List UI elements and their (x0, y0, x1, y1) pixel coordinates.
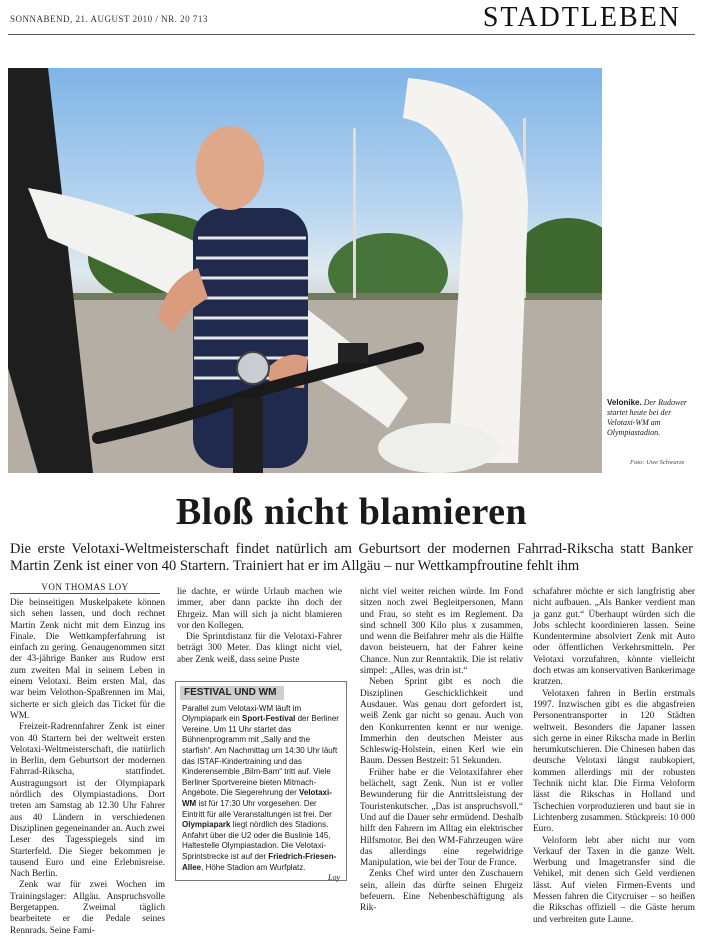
info-box-text (182, 704, 340, 874)
info-highlight: Olympiapark (182, 820, 231, 830)
column-1 (10, 598, 165, 937)
info-highlight: Sport-Festival (242, 714, 296, 724)
info-text: liegt nördlich des Stadions. Anfahrt über die U2 oder die Buslinie 145, Haltestelle Olympiastadion. Die Velotaxi-Sprintstrecke ist auf der (182, 820, 331, 861)
paragraph: Velotaxen fahren in Berlin erstmals 1997. Inzwischen gibt es die abgasfreien Personentransporter in 120 Städten weltweit. Besonders die Japaner lassen sich gerne in einer Rikscha made in Berlin herumkutschieren. Die Chinesen haben das deutsche Velotaxi längst raubkopiert, kommen allerdings mit der robusten Technik nicht klar. Die Firma Veloform lässt die Rikschas in Holland und Tschechien vorproduzieren und baut sie in Lichtenberg zusammen. Stückpreis: 10 000 Euro. (533, 688, 695, 835)
info-box-title: FESTIVAL UND WM (180, 686, 284, 700)
caption-lead: Velonike. (607, 398, 642, 407)
column-3 (360, 587, 523, 915)
article-photo (8, 68, 602, 473)
paragraph: Die beinseitigen Muskelpakete können sich sehen lassen, und doch rechnet Martin Zenk nicht mit dem Einzug ins Finale. Die Wettkampferfahrung ist einfach zu gering. Genaugenommen sitzt der 43-jährige Banker aus Rudow erst zum zweiten Mal in seinem Leben in einem Velotaxi. Beim ersten Mal, das war beim Velothon-Spaßrennen im Mai, sicherte er sich gleich das Ticket für die WM. (10, 598, 165, 721)
info-text: ist für 17:30 Uhr vorgesehen. Der Eintritt für alle Veranstaltungen ist frei. Der (182, 798, 332, 819)
masthead-date: SONNABEND, 21. AUGUST 2010 / NR. 20 713 (10, 14, 208, 24)
paragraph: Die Sprintdistanz für die Velotaxi-Fahrer beträgt 300 Meter. Das klingt nicht viel, aber Zenk weiß, dass seine Puste (177, 632, 342, 665)
byline: VON THOMAS LOY (41, 582, 129, 592)
info-highlight: Friedrich-Friesen-Allee (182, 851, 337, 872)
paragraph: Zenk war für zwei Wochen im Trainingslager: Allgäu. Anspruchsvolle Bergetappen. Zweimal täglich bearbeitete er die Pedale seines Rennrads. Seine Fami- (10, 880, 165, 936)
masthead-rule (8, 34, 695, 35)
info-box-signature: Loy (328, 873, 340, 883)
paragraph: Zenks Chef wird unter den Zuschauern sein, allein das dürfte seinen Ehrgeiz befeuern. Eine Nebenbeschäftigung als Rik- (360, 869, 523, 914)
info-text: der Berliner Vereine. Um 11 Uhr startet das Bühnenprogramm mit „Sally and the starfish“. Am Nachmittag um 14:30 Uhr läuft das ISTAF-Kindertraining und das Kinderensemble „Bilm-Bam“ tritt auf. Viele Berliner Sportvereine bieten Mitmach-Angebote. Die Siegerehrung der (182, 714, 339, 798)
paragraph: nicht viel weiter reichen würde. Im Fond sitzen noch zwei Begleitpersonen, Mann und Frau, so steht es im Reglement. Da sind schnell 300 Kilo plus x zusammen, und wenn die Beifahrer mehr als die Hälfte davon beisteuern, hat der Fahrer keine Chance. Nun zur Renntaktik. Die ist relativ simpel: „Alles, was drin ist.“ (360, 587, 523, 677)
subheadline: Die erste Velotaxi-Weltmeisterschaft findet natürlich am Geburtsort der modernen Fahrrad-Rikscha statt Banker Martin Zenk ist einer von 40 Startern. Trainiert hat er im Allgäu – nur Wettkampfroutine fehlt ihm (10, 541, 693, 574)
photo-caption (607, 398, 697, 438)
photo-credit: Foto: Uwe Schwarze (630, 459, 685, 466)
paragraph: Früher habe er die Velotaxifahrer eher belächelt, sagt Zenk. Nun ist er voller Bewunderung für die Antrittsleistung der Touristenkutscher. „Das ist anspruchsvoll.“ Und auf die Dauer sehr ermüdend. Deshalb hilft den Fahrern im Alltag ein elektrischer Hilfsmotor. Bei den WM-Fahrzeugen wäre das allerdings eine regelwidrige Manipulation, wie bei der Tour de France. (360, 767, 523, 869)
paragraph: Neben Sprint gibt es noch die Disziplinen Geschicklichkeit und Ausdauer. Was genau dort gefordert ist, weiß Zenk gar nicht so genau. Auch von den Konkurrenten kennt er nur wenige. Immerhin den deutschen Meister aus Schleswig-Holstein, einen Kerl wie ein Baum. Dessen Bestzeit: 51 Sekunden. (360, 677, 523, 767)
byline-rule (10, 593, 160, 594)
headline: Bloß nicht blamieren (175, 491, 528, 533)
photo-bicycle-image (8, 68, 602, 473)
caption-text: Der Rudower startet heute bei der Velotaxi-WM am Olympiastadion. (607, 398, 688, 437)
paragraph: schafahrer möchte er sich langfristig aber nicht aufbauen. „Als Banker verdient man ja ganz gut.“ Überhaupt würden sich die Jobs schlecht koordinieren lassen. Seine Kundentermine absolviert Zenk mit Auto oder öffentlichen Verkehrsmitteln. Per Velotaxi vorzufahren, könnte vielleicht doch etwas am konservativen Bankerimage kratzen. (533, 587, 695, 688)
paragraph: Freizeit-Radrennfahrer Zenk ist einer von 40 Startern bei der weltweit ersten Velotaxi-Weltmeisterschaft, die natürlich in Berlin, dem Geburtsort der modernen Fahrrad-Rikscha, stattfindet. Austragungsort ist der Olympiapark nördlich des Olympiastadions. Dort treten am Samstag ab 12.30 Uhr Fahrer aus 40 Ländern in verschiedenen Disziplinen gegeneinander an. Auch zwei Leser des Tagesspiegels sind im Starterfeld. Die Sieger bekommen je tausend Euro und eine Erlebnisreise. Nach Berlin. (10, 722, 165, 880)
section-title: STADTLEBEN (482, 2, 681, 33)
paragraph: lie dachte, er würde Urlaub machen wie immer, aber dann packte ihn doch der Ehrgeiz. Man will sich ja nicht blamieren vor den Kollegen. (177, 587, 342, 631)
column-4 (533, 587, 695, 926)
column-2 (177, 587, 342, 666)
info-text: Parallel zum Velotaxi-WM läuft im Olympiapark ein (182, 703, 302, 724)
info-highlight: Velotaxi-WM (182, 788, 332, 808)
paragraph: Veloform lebt aber nicht nur vom Verkauf der Taxen in die ganze Welt. Werbung und Imagetransfer sind die Vehikel, mit denen sich Geld verdienen lässt. Auf vielen Firmen-Events und Messen fahren die Citycruiser – so heißen die Rikschas offiziell – die Gäste herum und verbreiten gute Laune. (533, 835, 695, 925)
info-text: , Höhe Stadion am Wurfplatz. (201, 862, 306, 872)
info-box (175, 681, 347, 881)
